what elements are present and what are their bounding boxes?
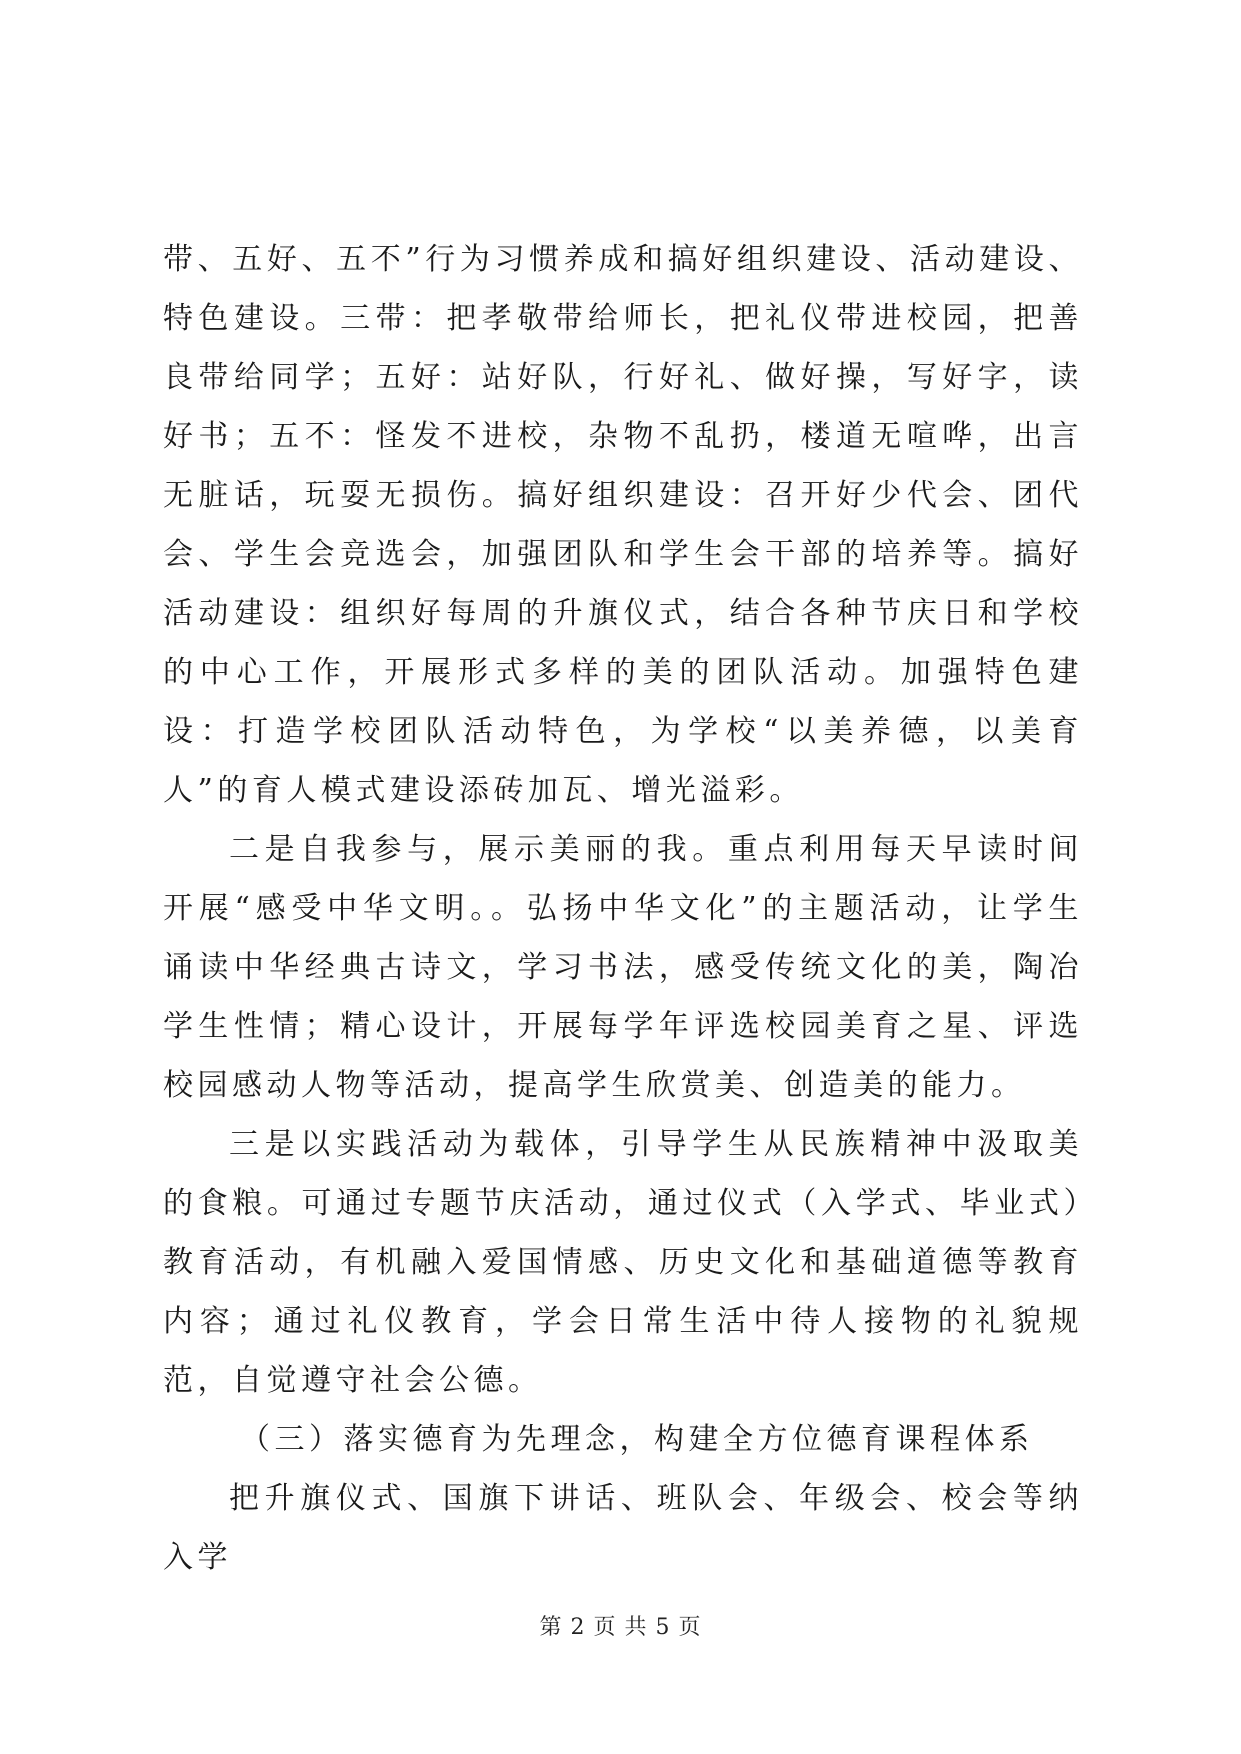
page-number-footer: 第 2 页 共 5 页 (539, 1615, 702, 1640)
section-heading: （三）落实德育为先理念，构建全方位德育课程体系 (240, 1422, 1034, 1457)
document-body (163, 230, 1083, 1587)
paragraph-practice-activities: 三是以实践活动为载体，引导学生从民族精神中汲取美的食粮。可通过专题节庆活动，通过仪式（入学式、毕业式）教育活动，有机融入爱国情感、历史文化和基础道德等教育内容；通过礼仪教育，学会日常生活中待人接物的礼貌规范，自觉遵守社会公德。 (163, 1127, 1083, 1398)
paragraph-self-participation: 二是自我参与，展示美丽的我。重点利用每天早读时间开展“感受中华文明。。弘扬中华文化”的主题活动，让学生诵读中华经典古诗文，学习书法，感受传统文化的美，陶冶学生性情；精心设计，开展每学年评选校园美育之星、评选校园感动人物等活动，提高学生欣赏美、创造美的能力。 (163, 832, 1083, 1103)
paragraph-curriculum: 把升旗仪式、国旗下讲话、班队会、年级会、校会等纳入学 (163, 1481, 1083, 1575)
paragraph-continued: 带、五好、五不”行为习惯养成和搞好组织建设、活动建设、特色建设。三带：把孝敬带给师长，把礼仪带进校园，把善良带给同学；五好：站好队，行好礼、做好操，写好字，读好书；五不：怪发不进校，杂物不乱扔，楼道无喧哗，出言无脏话，玩耍无损伤。搞好组织建设：召开好少代会、团代会、学生会竞选会，加强团队和学生会干部的培养等。搞好活动建设：组织好每周的升旗仪式，结合各种节庆日和学校的中心工作，开展形式多样的美的团队活动。加强特色建设：打造学校团队活动特色，为学校“以美养德，以美育人”的育人模式建设添砖加瓦、增光溢彩。 (163, 242, 1083, 808)
